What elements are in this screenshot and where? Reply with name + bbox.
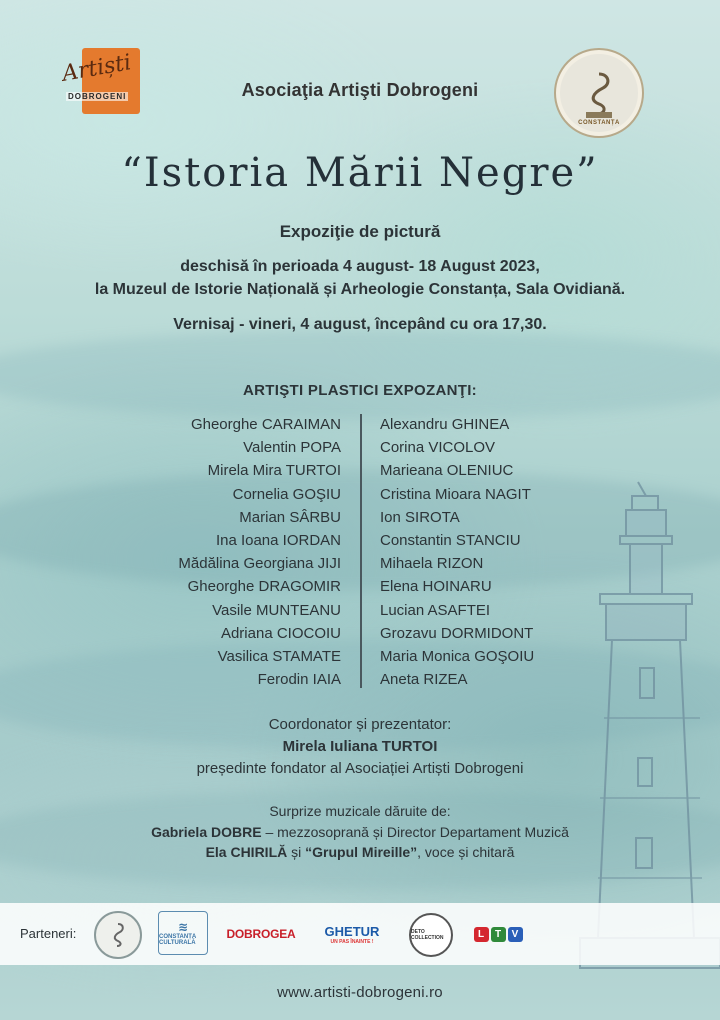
artist-name: Vasile MUNTEANU (212, 601, 341, 619)
ltv-l: L (474, 927, 489, 942)
artist-name: Cristina Mioara NAGIT (380, 485, 531, 503)
music-performer-2: Ela CHIRILĂ (205, 844, 288, 860)
music-label: Surprize muzicale dăruite de: (269, 803, 451, 819)
artist-name: Aneta RIZEA (380, 671, 468, 689)
artist-name: Vasilica STAMATE (217, 648, 341, 666)
column-divider (360, 414, 362, 688)
artist-name: Marian SÂRBU (239, 508, 341, 526)
period-line-1: deschisă în perioada 4 august- 18 August 2023, (180, 258, 540, 275)
artist-name: Gheorghe CARAIMAN (190, 416, 341, 433)
coordinator-role: președinte fondator al Asociației Artiști Dobrogeni (196, 760, 524, 777)
exhibition-title: “Istoria Mării Negre” (121, 150, 599, 196)
exhibition-period (0, 255, 720, 301)
partner-dobrogea-logo: DOBROGEA (226, 927, 296, 941)
coordinator-name: Mirela Iuliana TURTOI (282, 738, 438, 755)
artists-right-column (380, 413, 534, 691)
music-group: “Grupul Mireille” (305, 844, 418, 860)
partner-ltv-logo (470, 911, 526, 957)
artist-name: Valentin POPA (243, 439, 341, 457)
wave-icon: ≋ (177, 920, 189, 934)
partner-museum-logo (94, 911, 142, 959)
artist-name: Gheorghe DRAGOMIR (187, 578, 341, 596)
partners-bar (0, 903, 720, 965)
music-line-1 (0, 824, 720, 840)
artists-heading: ARTIŞTI PLASTICI EXPOZANŢI: (243, 382, 477, 399)
ltv-v: V (508, 927, 523, 942)
artists-left-column (178, 413, 341, 691)
artist-name: Grozavu DORMIDONT (380, 624, 534, 642)
music-line-2 (0, 844, 720, 860)
artist-name: Adriana CIOCOIU (220, 624, 341, 642)
background-wave (0, 330, 720, 420)
artist-name: Maria Monica GOŞOIU (380, 648, 535, 666)
logo-left-sub: DOBROGENI (68, 92, 127, 101)
music-connector: și (287, 844, 306, 860)
artist-name: Marieana OLENIUC (380, 462, 514, 480)
partner-ghetur-text: GHETUR (324, 923, 380, 939)
artist-name: Cornelia GOŞIU (232, 485, 341, 503)
artist-name: Mirela Mira TURTOI (207, 462, 341, 480)
partner-constanta-text: CONSTANȚA CULTURALĂ (159, 934, 196, 946)
vernisaj-line: Vernisaj - vineri, 4 august, începând cu ora 17,30. (173, 316, 547, 333)
artist-name: Elena HOINARU (380, 578, 492, 596)
ltv-t: T (491, 927, 506, 942)
music-performer-2-role: , voce și chitară (417, 844, 515, 860)
coordinator-label: Coordonator și prezentator: (268, 716, 452, 733)
music-performer-1: Gabriela DOBRE (151, 824, 262, 840)
artist-name: Constantin STANCIU (380, 532, 521, 550)
music-performer-1-role: – mezzosoprană și Director Departament Muzică (261, 824, 569, 840)
artist-name: Ion SIROTA (380, 508, 460, 526)
organization-name: Asociaţia Artişti Dobrogeni (241, 80, 479, 100)
artist-name: Lucian ASAFTEI (380, 601, 491, 619)
logo-left-script: Artiști (60, 50, 134, 87)
serpent-icon (106, 921, 130, 949)
exhibition-subtitle: Expoziţie de pictură (279, 222, 441, 241)
artist-name: Alexandru GHINEA (380, 416, 510, 433)
artist-name: Ferodin IAIA (257, 671, 341, 689)
partner-constanta-culturala-logo (158, 911, 208, 955)
period-line-2: la Muzeul de Istorie Națională și Arheologie Constanța, Sala Ovidiană. (94, 281, 626, 298)
museum-logo-text: CONSTANȚA (578, 120, 620, 126)
partner-deto-collection-logo: DETO COLLECTION (409, 913, 453, 957)
artist-name: Ina Ioana IORDAN (215, 532, 341, 550)
website-url[interactable]: www.artisti-dobrogeni.ro (277, 984, 443, 1001)
partner-ghetur-tagline: UN PAS ÎNAINTE ! (330, 938, 374, 945)
partner-ghetur-logo (312, 911, 392, 957)
artist-name: Corina VICOLOV (380, 439, 496, 457)
artist-name: Mădălina Georgiana JIJI (178, 555, 341, 573)
partners-label: Parteneri: (20, 926, 77, 941)
artist-name: Mihaela RIZON (380, 555, 484, 573)
